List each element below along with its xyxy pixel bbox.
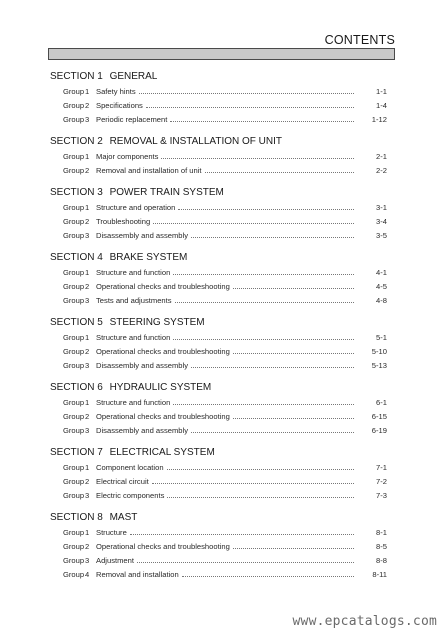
dot-leader	[178, 209, 354, 210]
toc-section	[50, 313, 387, 373]
dot-leader	[167, 469, 354, 470]
group-label: Group	[63, 152, 85, 161]
group-label: Group	[63, 87, 85, 96]
section-label: SECTION	[50, 447, 95, 458]
group-number: 2	[85, 217, 90, 226]
group-label: Group	[63, 231, 85, 240]
entry-title: Structure and function	[96, 398, 171, 407]
page-number: 8-11	[372, 570, 387, 579]
group-number: 3	[85, 556, 90, 565]
section-number: 5	[97, 317, 103, 328]
entry-title: Adjustment	[96, 556, 134, 565]
group-label: Group	[63, 347, 85, 356]
toc-entry[interactable]	[50, 85, 387, 99]
page-number: 2-2	[376, 166, 387, 175]
group-number: 1	[85, 152, 90, 161]
group-label: Group	[63, 333, 85, 342]
section-heading[interactable]	[50, 378, 387, 396]
toc-entry[interactable]	[50, 280, 387, 294]
entry-title: Disassembly and assembly	[96, 231, 189, 240]
entry-title: Periodic replacement	[96, 115, 168, 124]
group-number: 1	[85, 398, 90, 407]
section-number: 4	[97, 252, 103, 263]
toc-entry[interactable]	[50, 331, 387, 345]
toc-entry[interactable]	[50, 294, 387, 308]
section-heading[interactable]	[50, 313, 387, 331]
section-title: REMOVAL & INSTALLATION OF UNIT	[109, 136, 283, 147]
entry-title: Specifications	[96, 101, 143, 110]
dot-leader	[233, 418, 354, 419]
section-label: SECTION	[50, 187, 95, 198]
page-number: 6-1	[376, 398, 387, 407]
section-number: 2	[97, 136, 103, 147]
toc-entry[interactable]	[50, 345, 387, 359]
page-number: 3-1	[376, 203, 387, 212]
toc-entry[interactable]	[50, 540, 387, 554]
entry-title: Troubleshooting	[96, 217, 151, 226]
toc-entry[interactable]	[50, 150, 387, 164]
dot-leader	[153, 223, 354, 224]
page-number: 1-1	[376, 87, 387, 96]
toc-section	[50, 443, 387, 503]
page-number: 4-5	[376, 282, 387, 291]
group-number: 1	[85, 203, 90, 212]
group-label: Group	[63, 570, 85, 579]
toc-entry[interactable]	[50, 396, 387, 410]
toc-entry[interactable]	[50, 113, 387, 127]
toc-entry[interactable]	[50, 568, 387, 582]
dot-leader	[175, 302, 354, 303]
toc-entry[interactable]	[50, 215, 387, 229]
page-number: 3-5	[376, 231, 387, 240]
group-number: 3	[85, 426, 90, 435]
page-number: 3-4	[376, 217, 387, 226]
group-number: 2	[85, 166, 90, 175]
page-number: 8-8	[376, 556, 387, 565]
title-bar	[48, 48, 395, 60]
section-title: GENERAL	[109, 71, 158, 82]
entry-title: Operational checks and troubleshooting	[96, 412, 230, 421]
dot-leader	[191, 367, 354, 368]
toc-entry[interactable]	[50, 489, 387, 503]
toc-entry[interactable]	[50, 266, 387, 280]
toc-entry[interactable]	[50, 526, 387, 540]
page-number: 4-1	[376, 268, 387, 277]
entry-title: Electric components	[96, 491, 165, 500]
group-label: Group	[63, 491, 85, 500]
toc-entry[interactable]	[50, 410, 387, 424]
section-title: STEERING SYSTEM	[109, 317, 205, 328]
section-title: POWER TRAIN SYSTEM	[109, 187, 224, 198]
entry-title: Structure and function	[96, 268, 171, 277]
group-label: Group	[63, 166, 85, 175]
group-label: Group	[63, 361, 85, 370]
dot-leader	[173, 339, 354, 340]
section-label: SECTION	[50, 252, 95, 263]
toc-entry[interactable]	[50, 554, 387, 568]
section-title: HYDRAULIC SYSTEM	[109, 382, 212, 393]
toc-entry[interactable]	[50, 201, 387, 215]
section-number: 3	[97, 187, 103, 198]
entry-title: Disassembly and assembly	[96, 361, 189, 370]
section-number: 1	[97, 71, 103, 82]
toc-section	[50, 378, 387, 438]
watermark: www.epcatalogs.com	[292, 614, 437, 629]
section-heading[interactable]	[50, 67, 387, 85]
group-label: Group	[63, 542, 85, 551]
toc-entry[interactable]	[50, 359, 387, 373]
group-number: 2	[85, 347, 90, 356]
section-heading[interactable]	[50, 183, 387, 201]
group-label: Group	[63, 101, 85, 110]
toc-section	[50, 248, 387, 308]
dot-leader	[205, 172, 354, 173]
dot-leader	[161, 158, 354, 159]
dot-leader	[130, 534, 354, 535]
group-number: 1	[85, 528, 90, 537]
group-number: 4	[85, 570, 90, 579]
entry-title: Disassembly and assembly	[96, 426, 189, 435]
dot-leader	[191, 237, 354, 238]
section-title: BRAKE SYSTEM	[109, 252, 188, 263]
group-number: 1	[85, 333, 90, 342]
toc-section	[50, 183, 387, 243]
group-label: Group	[63, 282, 85, 291]
group-number: 3	[85, 361, 90, 370]
group-number: 1	[85, 87, 90, 96]
page-number: 5-13	[371, 361, 387, 370]
section-number: 6	[97, 382, 103, 393]
entry-title: Structure and function	[96, 333, 171, 342]
page-number: 7-1	[376, 463, 387, 472]
dot-leader	[139, 93, 354, 94]
entry-title: Operational checks and troubleshooting	[96, 542, 230, 551]
group-number: 2	[85, 477, 90, 486]
group-number: 2	[85, 412, 90, 421]
toc-entry[interactable]	[50, 229, 387, 243]
group-number: 3	[85, 231, 90, 240]
dot-leader	[173, 274, 354, 275]
group-number: 2	[85, 282, 90, 291]
entry-title: Removal and installation of unit	[96, 166, 202, 175]
group-number: 2	[85, 542, 90, 551]
group-label: Group	[63, 463, 85, 472]
toc-entry[interactable]	[50, 475, 387, 489]
section-number: 8	[97, 512, 103, 523]
entry-title: Structure and operation	[96, 203, 176, 212]
entry-title: Tests and adjustments	[96, 296, 172, 305]
dot-leader	[182, 576, 354, 577]
entry-title: Major components	[96, 152, 159, 161]
group-label: Group	[63, 426, 85, 435]
entry-title: Structure	[96, 528, 127, 537]
section-label: SECTION	[50, 71, 95, 82]
dot-leader	[146, 107, 354, 108]
page-number: 1-12	[371, 115, 387, 124]
group-number: 1	[85, 268, 90, 277]
group-label: Group	[63, 528, 85, 537]
group-number: 2	[85, 101, 90, 110]
section-title: ELECTRICAL SYSTEM	[109, 447, 215, 458]
toc-section	[50, 67, 387, 127]
section-label: SECTION	[50, 317, 95, 328]
toc-entry[interactable]	[50, 99, 387, 113]
entry-title: Component location	[96, 463, 164, 472]
toc-entry[interactable]	[50, 424, 387, 438]
page-number: 5-10	[371, 347, 387, 356]
section-heading[interactable]	[50, 508, 387, 526]
entry-title: Operational checks and troubleshooting	[96, 282, 230, 291]
page-title: CONTENTS	[324, 33, 395, 47]
page-number: 8-5	[376, 542, 387, 551]
page-number: 6-19	[371, 426, 387, 435]
dot-leader	[137, 562, 354, 563]
group-label: Group	[63, 268, 85, 277]
dot-leader	[233, 353, 354, 354]
group-label: Group	[63, 203, 85, 212]
group-label: Group	[63, 398, 85, 407]
dot-leader	[167, 497, 354, 498]
section-heading[interactable]	[50, 443, 387, 461]
group-number: 3	[85, 491, 90, 500]
page-number: 5-1	[376, 333, 387, 342]
page-number: 4-8	[376, 296, 387, 305]
entry-title: Electrical circuit	[96, 477, 149, 486]
dot-leader	[233, 548, 354, 549]
group-label: Group	[63, 296, 85, 305]
entry-title: Operational checks and troubleshooting	[96, 347, 230, 356]
table-of-contents	[50, 67, 387, 587]
section-number: 7	[97, 447, 103, 458]
toc-section	[50, 508, 387, 582]
section-label: SECTION	[50, 512, 95, 523]
entry-title: Removal and installation	[96, 570, 179, 579]
group-number: 1	[85, 463, 90, 472]
page-number: 7-2	[376, 477, 387, 486]
dot-leader	[233, 288, 354, 289]
dot-leader	[191, 432, 354, 433]
page-number: 2-1	[376, 152, 387, 161]
page-number: 8-1	[376, 528, 387, 537]
section-heading[interactable]	[50, 248, 387, 266]
section-title: MAST	[109, 512, 138, 523]
page-number: 7-3	[376, 491, 387, 500]
section-label: SECTION	[50, 382, 95, 393]
section-heading[interactable]	[50, 132, 387, 150]
dot-leader	[152, 483, 354, 484]
entry-title: Safety hints	[96, 87, 136, 96]
group-label: Group	[63, 412, 85, 421]
group-number: 3	[85, 115, 90, 124]
toc-entry[interactable]	[50, 164, 387, 178]
toc-section	[50, 132, 387, 178]
page-number: 1-4	[376, 101, 387, 110]
group-number: 3	[85, 296, 90, 305]
dot-leader	[170, 121, 354, 122]
group-label: Group	[63, 477, 85, 486]
page-number: 6-15	[371, 412, 387, 421]
toc-entry[interactable]	[50, 461, 387, 475]
dot-leader	[173, 404, 354, 405]
group-label: Group	[63, 217, 85, 226]
section-label: SECTION	[50, 136, 95, 147]
group-label: Group	[63, 556, 85, 565]
group-label: Group	[63, 115, 85, 124]
